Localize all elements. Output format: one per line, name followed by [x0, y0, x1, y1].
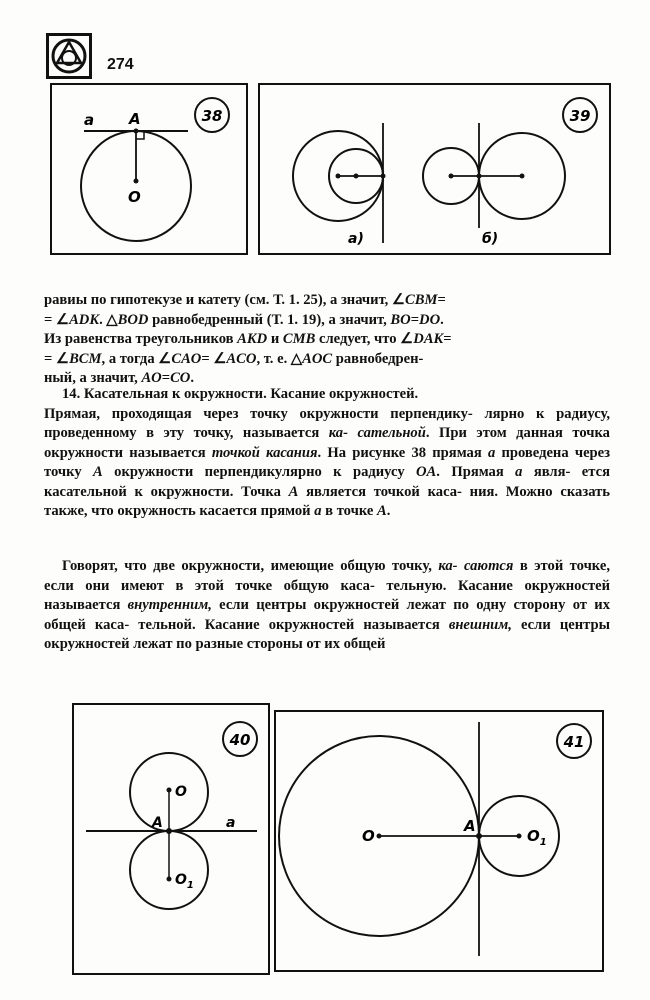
page-number: 274 [107, 56, 134, 73]
section-title: 14. Касательная к окружности. Касание окружностей. [62, 386, 419, 402]
subfigure-a-label: а) [348, 231, 364, 247]
point-o1-label: $O_1$ [175, 872, 194, 891]
figure-number: 40 [229, 731, 251, 749]
circle-triangle-emblem-icon [46, 33, 92, 79]
subfigure-b-label: б) [482, 231, 499, 247]
paragraph-circle-tangency: Говорят, что две окружности, имеющие общую точку, ка- саются в этой точке, если они имеют в этой точке общую каса- тельную. Касание окружностей называется внутренним, если центры окружностей лежат по одну сторону от их общей каса- тельной. Касание окружностей называется внешним, если центры окружностей лежат по разные стороны от их общей [44, 558, 611, 652]
line-a-label: a [84, 111, 95, 129]
figure-40 [72, 703, 270, 975]
line-a-label: a [226, 815, 236, 831]
figure-39 [258, 83, 611, 255]
point-o1-label: $O_1$ [527, 827, 547, 848]
paragraph-proof-end: равиы по гипотекузе и катету (см. Т. 1. 25), а значит, ∠CBM= = ∠ADK. △BOD равнобедренный (Т. 1. 19), а значит, BO=DO. Из равенства треугольников AKD и CMB следует, что ∠DAK= = ∠BCM, а тогда ∠CAO= ∠ACO, т. е. △AOC равнобедрен- ный, а значит, AO=CO. [44, 292, 452, 386]
figure-number: 38 [201, 107, 223, 125]
point-a-label: A [464, 817, 476, 835]
section-14-tangent: 14. Касательная к окружности. Касание окружностей. Прямая, проходящая через точку окружности перпендику- лярно к радиусу, проведенному в эту точку, называется ка- сательной. При этом данная точка окружности называется точкой касания. На рисунке 38 прямая a проведена через точку A окружности перпендикулярно к радиусу OA. Прямая a явля- ется касательной к окружности. Точка A является точкой каса- ния. Можно сказать также, что окружность касается прямой a в точке A. [44, 386, 611, 519]
figure-41 [274, 710, 604, 972]
point-a-label: A [129, 110, 141, 128]
point-a-label: A [152, 815, 163, 831]
figure-38 [50, 83, 248, 255]
figure-number: 39 [569, 107, 591, 125]
point-o-label: O [128, 188, 141, 206]
point-o-label: O [362, 827, 375, 845]
figure-number: 41 [563, 733, 585, 751]
point-o-label: O [175, 784, 187, 800]
